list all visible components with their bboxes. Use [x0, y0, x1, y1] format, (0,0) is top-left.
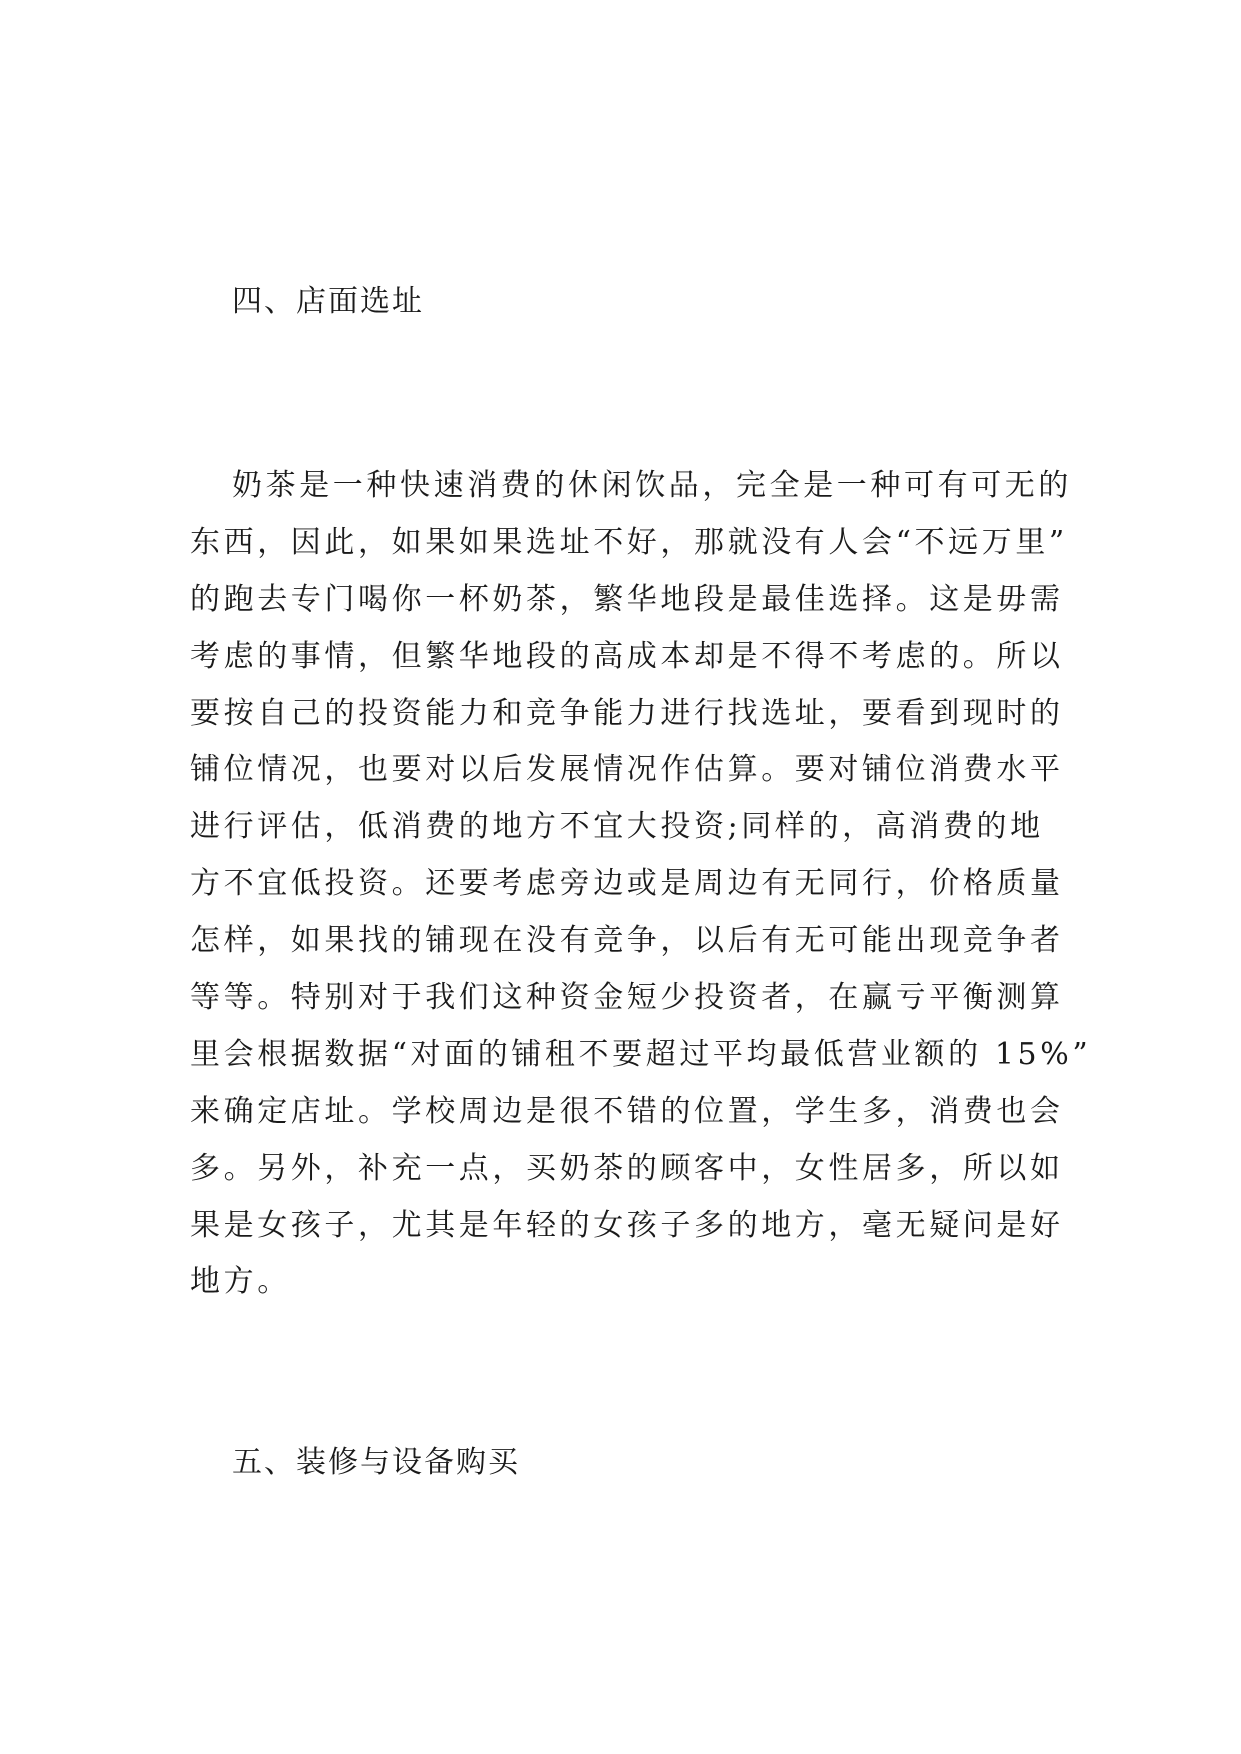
paragraph-line: 果是女孩子，尤其是年轻的女孩子多的地方，毫无疑问是好 — [190, 1207, 1064, 1243]
paragraph-line: 铺位情况，也要对以后发展情况作估算。要对铺位消费水平 — [190, 752, 1064, 788]
paragraph-line: 来确定店址。学校周边是很不错的位置，学生多，消费也会 — [190, 1093, 1064, 1129]
paragraph-line: 地方。 — [190, 1264, 291, 1300]
paragraph-line: 里会根据数据“对面的铺租不要超过平均最低营业额的 15%” — [190, 1036, 1092, 1072]
section-heading-store-location: 四、店面选址 — [232, 284, 424, 319]
paragraph-line: 方不宜低投资。还要考虑旁边或是周边有无同行，价格质量 — [190, 866, 1064, 902]
paragraph-line: 考虑的事情，但繁华地段的高成本却是不得不考虑的。所以 — [190, 638, 1064, 674]
paragraph-line: 怎样，如果找的铺现在没有竞争，以后有无可能出现竞争者 — [190, 923, 1064, 959]
section-heading-renovation-equipment: 五、装修与设备购买 — [232, 1445, 520, 1480]
paragraph-line: 的跑去专门喝你一杯奶茶，繁华地段是最佳选择。这是毋需 — [190, 581, 1064, 617]
paragraph-line: 东西，因此，如果如果选址不好，那就没有人会“不远万里” — [190, 524, 1068, 560]
paragraph-line: 等等。特别对于我们这种资金短少投资者，在赢亏平衡测算 — [190, 980, 1064, 1016]
body-paragraph — [190, 458, 1092, 1311]
paragraph-line: 要按自己的投资能力和竞争能力进行找选址，要看到现时的 — [190, 695, 1064, 731]
paragraph-line: 进行评估，低消费的地方不宜大投资;同样的，高消费的地 — [190, 809, 1044, 845]
paragraph-line: 奶茶是一种快速消费的休闲饮品，完全是一种可有可无的 — [232, 468, 1072, 503]
paragraph-line: 多。另外，补充一点，买奶茶的顾客中，女性居多，所以如 — [190, 1150, 1064, 1186]
